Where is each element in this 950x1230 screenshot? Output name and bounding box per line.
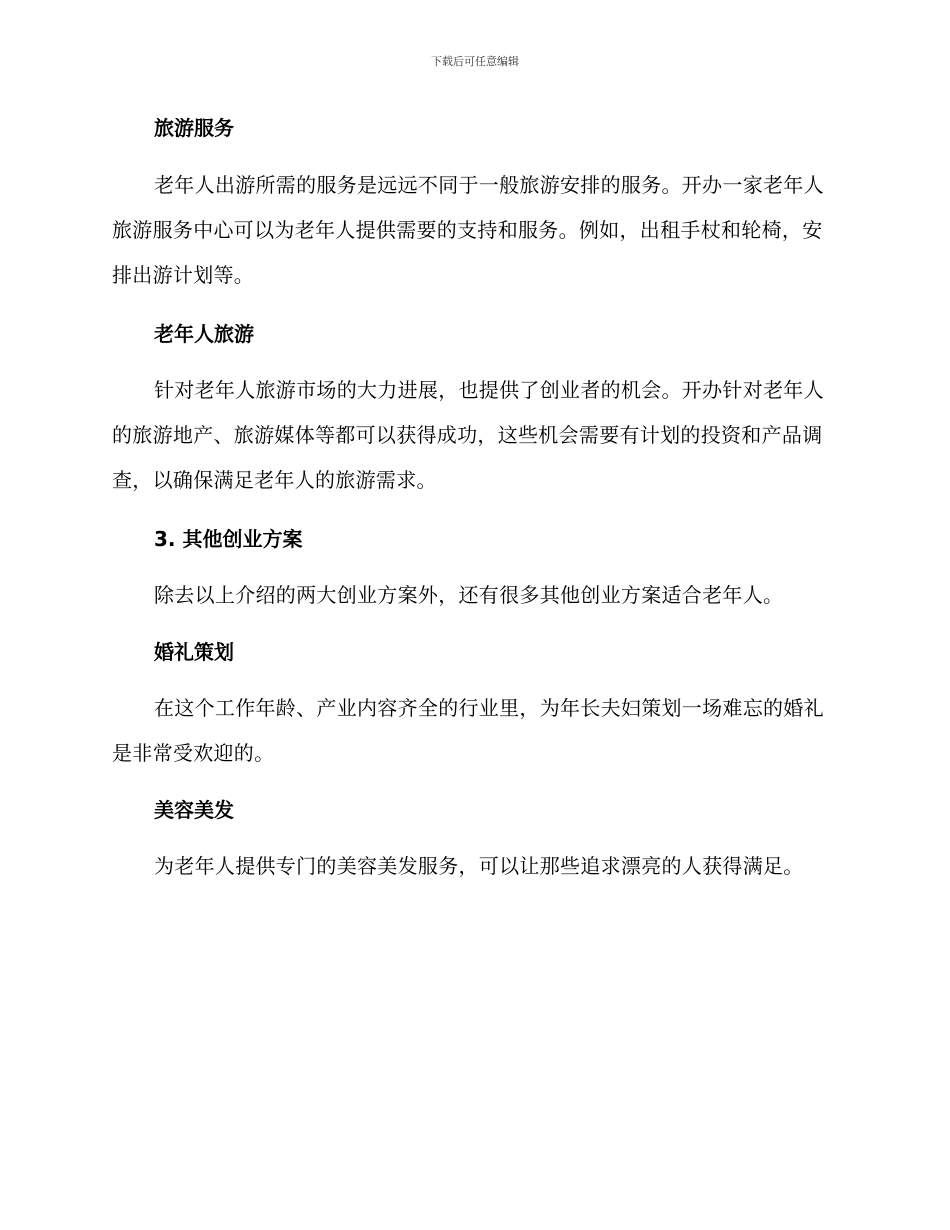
section-paragraph-wedding-planning: 在这个工作年龄、产业内容齐全的行业里，为年长夫妇策划一场难忘的婚礼是非常受欢迎的。 bbox=[112, 696, 824, 765]
section-paragraph-travel-service: 老年人出游所需的服务是远远不同于一般旅游安排的服务。开办一家老年人旅游服务中心可以为老年人提供需要的支持和服务。例如，出租手杖和轮椅，安排出游计划等。 bbox=[112, 173, 824, 287]
section-paragraph-beauty-salon: 为老年人提供专门的美容美发服务，可以让那些追求漂亮的人获得满足。 bbox=[154, 854, 804, 878]
section-heading-wedding-planning: 婚礼策划 bbox=[154, 640, 234, 664]
document-body bbox=[112, 108, 832, 889]
section-heading-senior-travel: 老年人旅游 bbox=[154, 322, 254, 346]
section-paragraph-senior-travel: 针对老年人旅游市场的大力进展，也提供了创业者的机会。开办针对老年人的旅游地产、旅游媒体等都可以获得成功，这些机会需要有计划的投资和产品调查，以确保满足老年人的旅游需求。 bbox=[112, 378, 824, 492]
section-heading-beauty-salon: 美容美发 bbox=[154, 798, 234, 822]
section-heading-other-plans: 3. 其他创业方案 bbox=[154, 527, 303, 551]
page-header: 下载后可任意编辑 bbox=[431, 55, 519, 68]
section-paragraph-other-plans: 除去以上介绍的两大创业方案外，还有很多其他创业方案适合老年人。 bbox=[154, 583, 784, 607]
section-heading-travel-service: 旅游服务 bbox=[154, 116, 234, 140]
